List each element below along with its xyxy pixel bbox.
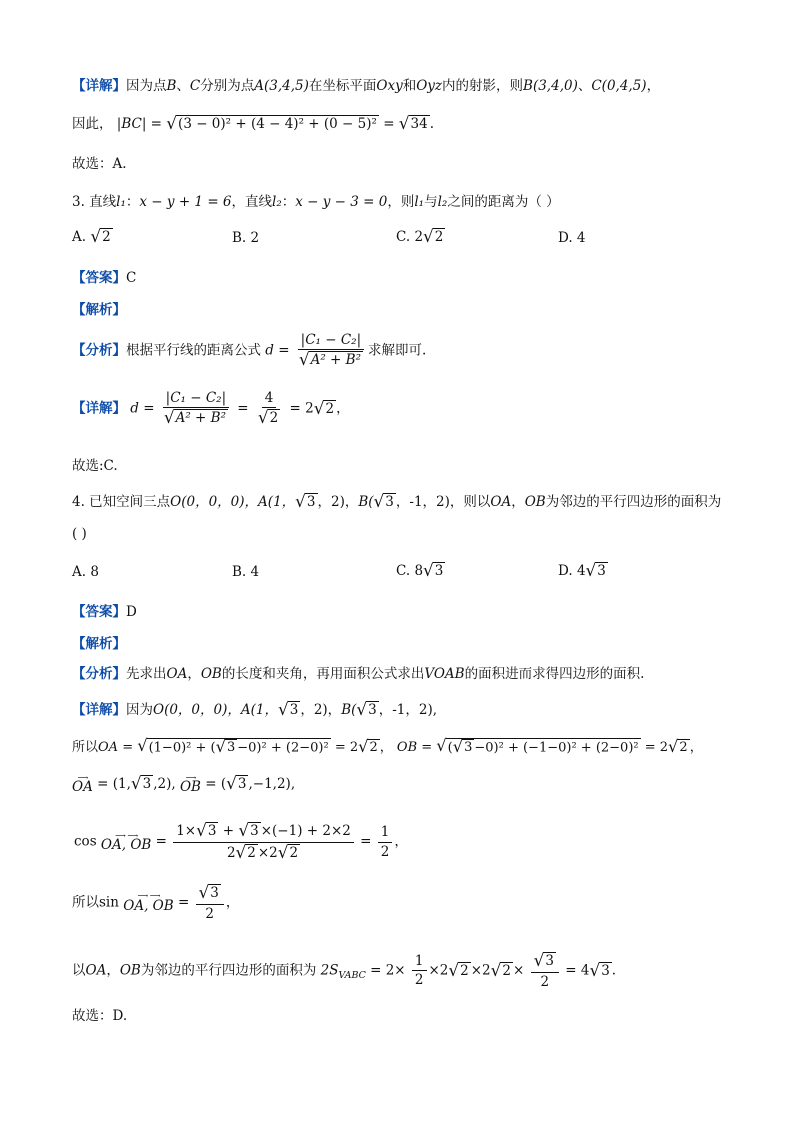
answer-3: 【答案】C: [72, 270, 137, 286]
option-a: A. √ 2: [72, 226, 111, 246]
detail-4-area: 以OA，OB为邻边的平行四边形的面积为 $2S_{VABC} = 2\times$ $\frac{1}{2}$ ×2 √ 2 ×2 √ 2 × √ 3 2 = 4 √ 3 .: [72, 950, 617, 990]
detail-tag: 【详解】: [72, 78, 126, 94]
detail-4-cosine: cos ⟶ ⟶ OA, OB = 1× √ 3 + √ 3 ×(−1) + 2×2 2 √ 2 ×2 √ 2 = $\frac{1}{2}$ ，: [74, 820, 408, 862]
question-4: 4. 已知空间三点O(0，0，0)，A(1， √ 3 ，2)，B( √ 3 ，-1，2)，则以OA，OB为邻边的平行四边形的面积为: [72, 491, 722, 512]
question-3: 3. 直线l₁：x − y + 1 = 6，直线l₂：x − y − 3 = 0，则l₁与l₂之间的距离为（ ）: [72, 194, 560, 210]
detail-paragraph-1: 【详解】因为点B、C分别为点A(3,4,5)在坐标平面Oxy和Oyz内的射影，则B(3,4,0)、C(0,4,5)，: [72, 78, 661, 94]
option-d: D. 4: [558, 230, 586, 246]
detail-paragraph-2: 因此， |BC| = √ (3 − 0)² + (4 − 4)² + (0 − 5)² = √ 34 .: [72, 113, 435, 134]
option-d: D. 4 √ 3: [558, 560, 606, 580]
detail-4-given: 【详解】因为O(0，0，0)，A(1， √ 3 ，2)，B( √ 3 ，-1，2),: [72, 699, 438, 720]
detail-4-vectors: ⟶ OA = (1, √ 3 ,2), ⟶ OB = ( √ 3 ,−1,2),: [72, 773, 296, 796]
analysis-4-heading: 【解析】: [72, 636, 126, 652]
answer-line-c: 故选:C.: [72, 458, 118, 474]
detail-4-sine: 所以sin ⟶ ⟶ OA, OB = √ 3 2 ，: [72, 882, 240, 922]
answer-4: 【答案】D: [72, 604, 137, 620]
analysis-4-summary: 【分析】先求出OA，OB的长度和夹角，再用面积公式求出VOAB的面积进而求得四边形的面积.: [72, 666, 645, 682]
answer-line-a: 故选：A.: [72, 156, 127, 172]
option-b: B. 2: [232, 230, 260, 246]
analysis-3-summary: 【分析】根据平行线的距离公式 d = |C₁ − C₂| √ A² + B² 求解即可.: [72, 332, 427, 370]
detail-4-lengths: 所以OA = √ (1−0)² + ( √ 3 −0)² + (2−0)² = 2 √ 2 ， OB = √ ( √ 3 −0)² + (−1−0)² + (2−0)² = 2 √ 2 ，: [72, 735, 703, 756]
option-a: A. 8: [72, 564, 99, 580]
answer-line-d: 故选：D.: [72, 1008, 128, 1024]
question-4-bracket: ( ): [72, 526, 87, 542]
option-c: C. 8 √ 3: [396, 560, 444, 580]
analysis-3-heading: 【解析】: [72, 302, 126, 318]
option-c: C. 2 √ 2: [396, 226, 444, 246]
sqrt-expression: √ (3 − 0)² + (4 − 4)² + (0 − 5)²: [166, 113, 377, 134]
option-b: B. 4: [232, 564, 260, 580]
detail-3: 【详解】 d = |C₁ − C₂| √ A² + B² = 4 √ 2 = 2 √ 2 ，: [72, 390, 350, 428]
